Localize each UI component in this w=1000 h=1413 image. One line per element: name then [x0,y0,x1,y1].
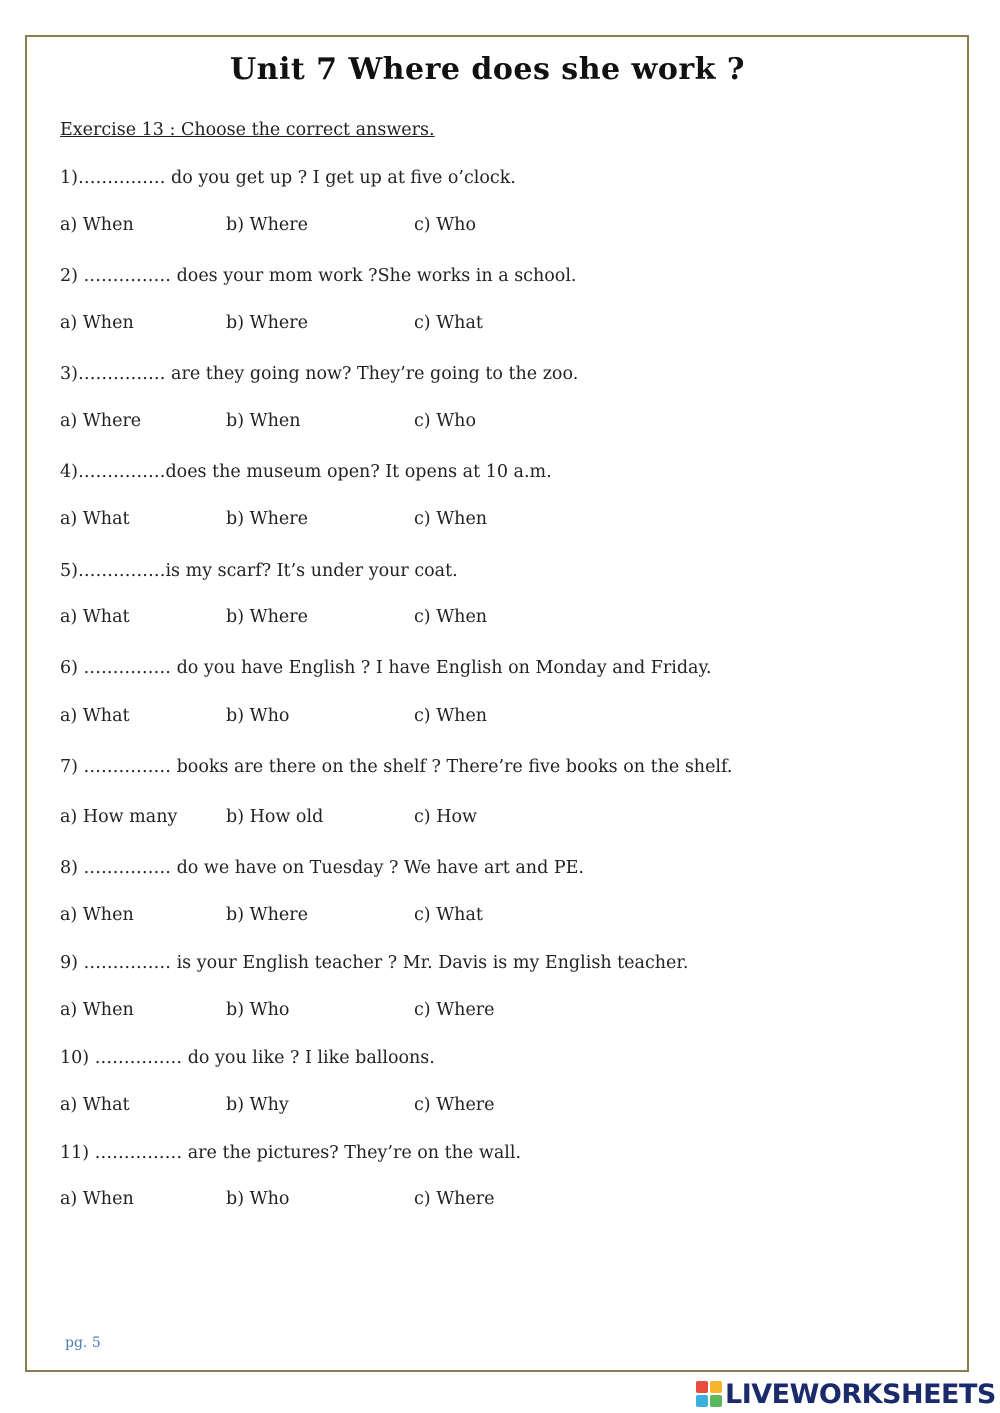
answer-option[interactable]: c) When [414,607,488,627]
answer-option[interactable]: c) Who [414,411,476,431]
logo-square-3 [696,1395,708,1407]
logo-square-4 [710,1395,722,1407]
answer-option[interactable]: a) Where [60,411,142,431]
answer-option[interactable]: a) How many [60,807,178,827]
page-number: pg. 5 [65,1335,101,1351]
answer-option[interactable]: b) Where [226,313,308,333]
answer-option[interactable]: b) Where [226,905,308,925]
question-text: 2) …………… does your mom work ?She works in a school. [60,266,577,286]
answer-option[interactable]: c) Where [414,1189,495,1209]
answer-option[interactable]: a) When [60,1000,134,1020]
answer-option[interactable]: c) What [414,313,483,333]
answer-option[interactable]: b) Why [226,1095,289,1115]
liveworksheets-logo-icon [696,1381,722,1407]
answer-option[interactable]: b) Where [226,607,308,627]
answer-option[interactable]: c) How [414,807,477,827]
answer-option[interactable]: a) When [60,215,134,235]
question-text: 8) …………… do we have on Tuesday ? We have art and PE. [60,858,584,878]
answer-option[interactable]: a) What [60,607,130,627]
answer-option[interactable]: c) Where [414,1000,495,1020]
question-text: 3)…………… are they going now? They’re going to the zoo. [60,364,579,384]
answer-option[interactable]: c) When [414,509,488,529]
answer-option[interactable]: b) Who [226,1000,290,1020]
question-text: 10) …………… do you like ? I like balloons. [60,1048,435,1068]
logo-square-2 [710,1381,722,1393]
question-text: 5)……………is my scarf? It’s under your coat. [60,561,458,581]
question-text: 7) …………… books are there on the shelf ? There’re five books on the shelf. [60,757,733,777]
answer-option[interactable]: a) When [60,1189,134,1209]
answer-option[interactable]: b) When [226,411,301,431]
page-border [25,35,969,1372]
answer-option[interactable]: b) Who [226,1189,290,1209]
answer-option[interactable]: a) What [60,509,130,529]
question-text: 11) …………… are the pictures? They’re on the wall. [60,1143,522,1163]
answer-option[interactable]: c) When [414,706,488,726]
brand-name: LIVEWORKSHEETS [725,1378,996,1410]
question-text: 6) …………… do you have English ? I have English on Monday and Friday. [60,658,712,678]
answer-option[interactable]: b) Who [226,706,290,726]
answer-option[interactable]: a) What [60,1095,130,1115]
question-text: 1)…………… do you get up ? I get up at five o’clock. [60,168,516,188]
answer-option[interactable]: a) What [60,706,130,726]
question-text: 9) …………… is your English teacher ? Mr. Davis is my English teacher. [60,953,689,973]
worksheet-title: Unit 7 Where does she work ? [229,52,745,87]
brand-footer[interactable] [696,1378,996,1410]
answer-option[interactable]: b) How old [226,807,324,827]
answer-option[interactable]: c) Who [414,215,476,235]
answer-option[interactable]: b) Where [226,509,308,529]
question-text: 4)……………does the museum open? It opens at 10 a.m. [60,462,552,482]
exercise-instruction: Exercise 13 : Choose the correct answers. [60,120,435,140]
answer-option[interactable]: b) Where [226,215,308,235]
logo-square-1 [696,1381,708,1393]
answer-option[interactable]: a) When [60,313,134,333]
answer-option[interactable]: c) What [414,905,483,925]
answer-option[interactable]: c) Where [414,1095,495,1115]
answer-option[interactable]: a) When [60,905,134,925]
